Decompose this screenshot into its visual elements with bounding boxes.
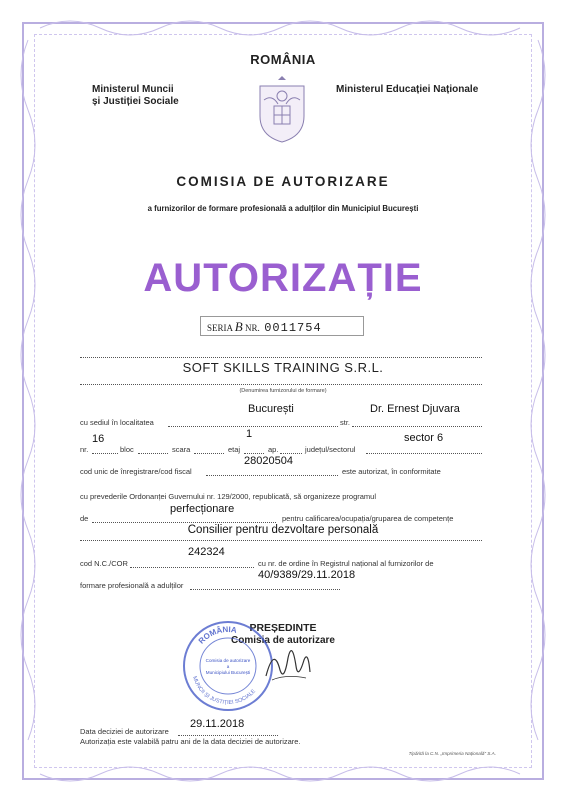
nr-label: nr. <box>80 445 89 454</box>
president-body: Comisia de autorizare <box>231 635 335 646</box>
commission-subtitle: a furnizorilor de formare profesională a adulților din Municipiul București <box>147 204 419 213</box>
ministry-left-line2: și Justiției Sociale <box>92 96 179 107</box>
country-heading: ROMÂNIA <box>250 52 316 67</box>
stamp-top-text: ROMÂNIA <box>196 624 238 646</box>
ministry-right: Ministerul Educației Naționale <box>336 84 479 95</box>
series-box <box>200 316 364 336</box>
scara-label: scara <box>172 445 191 454</box>
locality-value: București <box>248 403 294 415</box>
provider-name: SOFT SKILLS TRAINING S.R.L. <box>182 360 384 375</box>
register-label: cu nr. de ordine în Registrul național al furnizorilor de <box>258 559 434 568</box>
svg-text:ROMÂNIA <box>197 625 238 646</box>
street-value: Dr. Ernest Djuvara <box>370 403 460 415</box>
stamp-bottom-text: MUNCII ȘI JUSTIȚIEI SOCIALE <box>191 675 258 707</box>
decision-date-label: Data deciziei de autorizare <box>80 727 169 736</box>
signature-icon <box>262 636 314 686</box>
register-label-2: formare profesională a adulților <box>80 581 184 590</box>
provider-name-caption: (Denumirea furnizorului de formare) <box>239 388 327 394</box>
ministry-left <box>92 84 179 108</box>
ministry-left-line1: Ministerul Muncii <box>92 84 174 95</box>
etaj-label: etaj <box>228 445 241 454</box>
street-no-value: 16 <box>92 433 105 445</box>
series-label: SERIA <box>207 323 233 333</box>
floor-value: 1 <box>246 428 253 440</box>
ap-label: ap. <box>268 445 279 454</box>
for-label: pentru calificarea/ocupația/gruparea de competențe <box>282 514 454 523</box>
stamp-inner-3: Municipiului București <box>205 670 251 675</box>
president-title: PREȘEDINTE <box>249 622 317 634</box>
authorized-label: este autorizat, în conformitate <box>342 467 441 476</box>
printer-note: Tipărită la C.N. „Imprimeria Națională" S.A. <box>408 751 496 756</box>
decision-date-value: 29.11.2018 <box>190 718 245 730</box>
seat-label: cu sediul în localitatea <box>80 418 154 427</box>
cor-code-value: 242324 <box>188 546 225 558</box>
legal-line-1: cu prevederile Ordonanței Guvernului nr. 129/2000, republicată, să organizeze programul <box>80 492 377 501</box>
commission-title: COMISIA DE AUTORIZARE <box>176 174 390 189</box>
bloc-label: bloc <box>120 445 134 454</box>
cor-label: cod N.C./COR <box>80 559 128 568</box>
judet-label: județul/sectorul <box>305 445 356 454</box>
occupation-value: Consilier pentru dezvoltare personală <box>187 524 379 536</box>
series-letter: B <box>234 319 243 334</box>
str-label: str. <box>340 418 351 427</box>
sector-value: sector 6 <box>404 432 444 444</box>
program-type-value: perfecționare <box>170 503 235 515</box>
cui-value: 28020504 <box>244 455 293 467</box>
coat-of-arms-icon <box>254 76 310 144</box>
register-no-value: 40/9389/29.11.2018 <box>258 569 356 581</box>
document-title: AUTORIZAȚIE <box>143 256 423 300</box>
stamp-inner-2: a <box>226 664 230 669</box>
de-label: de <box>80 514 89 523</box>
validity-text: Autorizația este valabilă patru ani de la data deciziei de autorizare. <box>80 737 301 746</box>
series-nr-label: NR. <box>244 323 260 333</box>
cui-label: cod unic de înregistrare/cod fiscal <box>80 467 192 476</box>
series-number: 0011754 <box>264 321 322 335</box>
stamp-inner-1: Comisia de autorizare <box>205 658 251 663</box>
